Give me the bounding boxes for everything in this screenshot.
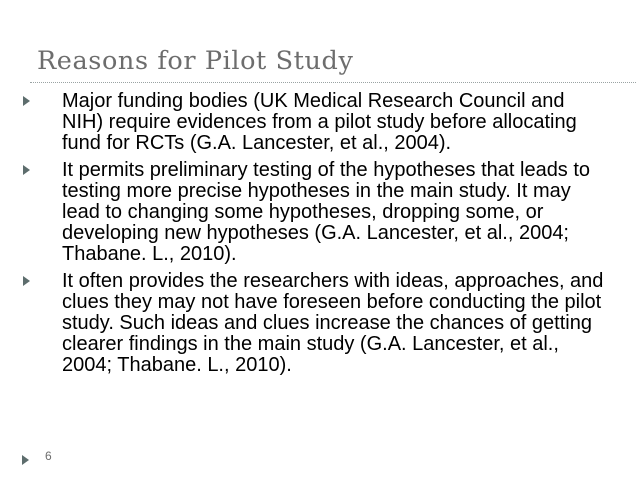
bullet-list <box>62 91 607 382</box>
bullet-text: It often provides the researchers with ideas, approaches, and clues they may not have foreseen before conducting the pilot study. Such ideas and clues increase the chances of getting clearer findings in the main study (G.A. Lancester, et al., 2004; Thabane. L., 2010). <box>62 270 604 376</box>
bullet-item-hypotheses <box>62 160 607 265</box>
footer-triangle-icon <box>22 455 29 465</box>
title-divider <box>30 82 636 83</box>
bullet-item-ideas <box>62 271 607 376</box>
slide-title: Reasons for Pilot Study <box>37 46 354 76</box>
bullet-text: It permits preliminary testing of the hypotheses that leads to testing more precise hypotheses in the main study. It may lead to changing some hypotheses, dropping some, or developing new hypotheses (G.A. Lancester, et al., 2004; Thabane. L., 2010). <box>62 159 591 265</box>
triangle-bullet-icon <box>23 276 30 286</box>
triangle-bullet-icon <box>23 96 30 106</box>
bullet-text: Major funding bodies (UK Medical Research Council and NIH) require evidences from a pilot study before allocating fund for RCTs (G.A. Lancester, et al., 2004). <box>62 90 577 154</box>
bullet-item-funding <box>62 91 607 154</box>
triangle-bullet-icon <box>23 165 30 175</box>
slide-number: 6 <box>45 449 52 463</box>
